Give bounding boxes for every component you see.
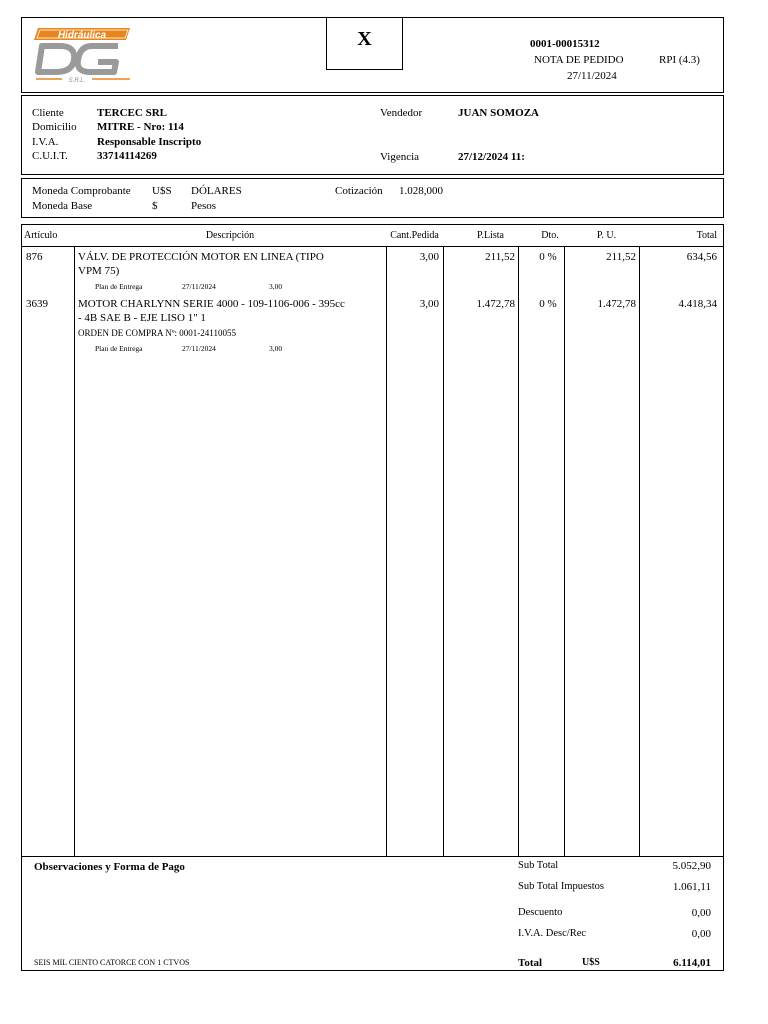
- row2-plan-qty: 3,00: [269, 344, 283, 353]
- vendedor-label: Vendedor: [380, 107, 423, 119]
- cotizacion-value: 1.028,000: [399, 185, 443, 197]
- row2-plan-label: Plan de Entrega: [95, 344, 143, 353]
- document-letter: X: [357, 28, 372, 50]
- row2-total: 4.418,34: [678, 298, 717, 310]
- row1-plista: 211,52: [485, 251, 515, 263]
- vendedor-value: JUAN SOMOZA: [458, 107, 539, 119]
- header-cant-pedida: Cant.Pedida: [390, 230, 439, 241]
- row1-cant: 3,00: [419, 251, 439, 263]
- observaciones-label: Observaciones y Forma de Pago: [34, 861, 185, 873]
- currency-box: [21, 178, 724, 218]
- impuestos-label: Sub Total Impuestos: [518, 881, 604, 892]
- header-descripcion: Descripción: [205, 230, 255, 241]
- row2-desc-line2: - 4B SAE B - EJE LISO 1" 1: [78, 312, 206, 324]
- cuit-label: C.U.I.T.: [32, 150, 68, 162]
- document-rpi: RPI (4.3): [659, 54, 700, 66]
- descuento-label: Descuento: [518, 907, 563, 918]
- row2-desc-line1: MOTOR CHARLYNN SERIE 4000 - 109-1106-006 - 395cc: [78, 298, 345, 310]
- row2-cant: 3,00: [419, 298, 439, 310]
- row2-orden-compra: ORDEN DE COMPRA Nº: 0001-24110055: [78, 328, 236, 338]
- logo-suffix: S.R.L.: [68, 78, 86, 84]
- descuento-value: 0,00: [691, 907, 711, 919]
- row2-plista: 1.472,78: [476, 298, 515, 310]
- moneda-base-name: Pesos: [191, 200, 217, 212]
- impuestos-value: 1.061,11: [672, 881, 711, 893]
- row1-plan-label: Plan de Entrega: [95, 282, 143, 291]
- header-dto: Dto.: [541, 230, 559, 241]
- cuit-value: 33714114269: [97, 150, 157, 162]
- row1-pu: 211,52: [606, 251, 636, 263]
- moneda-comprobante-label: Moneda Comprobante: [32, 185, 131, 197]
- document-type: NOTA DE PEDIDO: [534, 54, 624, 66]
- iva-desc-label: I.V.A. Desc/Rec: [518, 928, 587, 939]
- iva-label: I.V.A.: [32, 136, 59, 148]
- row1-articulo: 876: [26, 251, 43, 263]
- table-header-divider: [21, 246, 724, 247]
- moneda-base-symbol: $: [152, 200, 158, 212]
- row1-desc-line2: VPM 75): [78, 265, 120, 277]
- header-total: Total: [696, 230, 717, 241]
- row1-dto: 0 %: [539, 251, 557, 263]
- footer-box: [21, 856, 724, 971]
- row2-dto: 0 %: [539, 298, 557, 310]
- row2-plan-date: 27/11/2024: [182, 344, 216, 353]
- cotizacion-label: Cotización: [335, 185, 383, 197]
- row2-pu: 1.472,78: [597, 298, 636, 310]
- moneda-comprobante-name: DÓLARES: [191, 185, 242, 197]
- header-pu: P. U.: [596, 230, 617, 241]
- row1-plan-qty: 3,00: [269, 282, 283, 291]
- vigencia-value: 27/12/2024 11:: [458, 151, 525, 163]
- row1-total: 634,56: [686, 251, 717, 263]
- cliente-label: Cliente: [32, 107, 64, 119]
- domicilio-label: Domicilio: [32, 121, 77, 133]
- moneda-base-label: Moneda Base: [32, 200, 93, 212]
- total-currency: U$S: [582, 957, 600, 968]
- logo-graphic: [32, 26, 134, 84]
- moneda-comprobante-symbol: U$S: [152, 185, 172, 197]
- iva-desc-value: 0,00: [691, 928, 711, 940]
- vigencia-label: Vigencia: [380, 151, 420, 163]
- row2-articulo: 3639: [26, 298, 48, 310]
- subtotal-label: Sub Total: [518, 860, 559, 871]
- row1-desc-line1: VÁLV. DE PROTECCIÓN MOTOR EN LINEA (TIPO: [78, 251, 324, 263]
- subtotal-value: 5.052,90: [672, 860, 711, 872]
- iva-value: Responsable Inscripto: [97, 136, 202, 148]
- cliente-value: TERCEC SRL: [97, 107, 167, 119]
- total-label: Total: [518, 957, 543, 969]
- logo-text: Hidráulica: [57, 30, 107, 41]
- total-value: 6.114,01: [673, 957, 711, 969]
- amount-in-words: SEIS MIL CIENTO CATORCE CON 1 CTVOS: [34, 958, 190, 967]
- row1-plan-date: 27/11/2024: [182, 282, 216, 291]
- header-articulo: Artículo: [24, 230, 58, 241]
- domicilio-value: MITRE - Nro: 114: [97, 121, 184, 133]
- document-number: 0001-00015312: [530, 38, 600, 50]
- document-date: 27/11/2024: [567, 70, 617, 82]
- header-p-lista: P.Lista: [477, 230, 504, 241]
- company-logo: [32, 26, 134, 84]
